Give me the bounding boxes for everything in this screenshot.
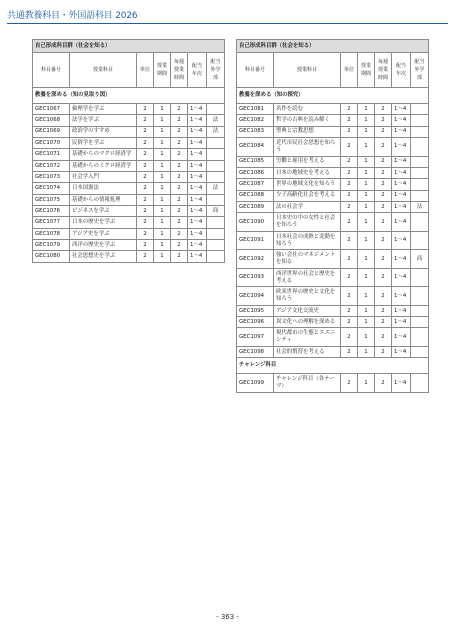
credits-cell: 2 bbox=[137, 194, 154, 205]
excluded-faculty-cell: 法 bbox=[207, 126, 225, 137]
year-cell: 1〜4 bbox=[392, 231, 411, 250]
credits-cell: 2 bbox=[341, 328, 358, 347]
course-code: GEC1092 bbox=[237, 250, 274, 269]
year-cell: 1〜4 bbox=[188, 138, 207, 149]
table-row bbox=[33, 149, 225, 160]
course-code: GEC1075 bbox=[33, 194, 70, 205]
year-cell: 1〜4 bbox=[392, 201, 411, 212]
course-code: GEC1078 bbox=[33, 228, 70, 239]
page-header bbox=[7, 6, 448, 32]
term-cell: 1 bbox=[358, 231, 375, 250]
hours-cell: 2 bbox=[375, 287, 392, 306]
excluded-faculty-cell: 法 bbox=[207, 183, 225, 194]
course-code: GEC1076 bbox=[33, 206, 70, 217]
course-code: GEC1085 bbox=[237, 156, 274, 167]
course-code: GEC1083 bbox=[237, 126, 274, 137]
table-row bbox=[237, 317, 429, 328]
excluded-faculty-cell bbox=[207, 240, 225, 251]
year-cell: 1〜4 bbox=[188, 104, 207, 115]
credits-cell: 2 bbox=[341, 374, 358, 393]
term-cell: 1 bbox=[358, 346, 375, 357]
header-rule bbox=[7, 23, 448, 24]
column-header: 単位 bbox=[137, 53, 154, 88]
year-cell: 1〜4 bbox=[188, 126, 207, 137]
table-row bbox=[237, 287, 429, 306]
course-name: 社会学入門 bbox=[70, 172, 137, 183]
table-row bbox=[237, 231, 429, 250]
course-code: GEC1090 bbox=[237, 213, 274, 232]
course-code: GEC1068 bbox=[33, 115, 70, 126]
excluded-faculty-cell bbox=[411, 374, 429, 393]
term-cell: 1 bbox=[154, 104, 171, 115]
year-cell: 1〜4 bbox=[392, 287, 411, 306]
course-code: GEC1095 bbox=[237, 305, 274, 316]
course-code: GEC1080 bbox=[33, 251, 70, 262]
hours-cell: 2 bbox=[375, 115, 392, 126]
right-course-table bbox=[236, 39, 429, 393]
column-header: 配当外学部 bbox=[207, 53, 225, 88]
excluded-faculty-cell bbox=[411, 231, 429, 250]
year-cell: 1〜4 bbox=[392, 190, 411, 201]
term-cell: 1 bbox=[154, 194, 171, 205]
hours-cell: 2 bbox=[171, 172, 188, 183]
term-cell: 1 bbox=[358, 374, 375, 393]
term-cell: 1 bbox=[358, 328, 375, 347]
course-code: GEC1088 bbox=[237, 190, 274, 201]
course-name: 日本国憲法 bbox=[70, 183, 137, 194]
excluded-faculty-cell bbox=[411, 328, 429, 347]
table-row bbox=[33, 160, 225, 171]
excluded-faculty-cell bbox=[411, 104, 429, 115]
hours-cell: 2 bbox=[171, 251, 188, 262]
excluded-faculty-cell bbox=[411, 346, 429, 357]
course-code: GEC1091 bbox=[237, 231, 274, 250]
hours-cell: 2 bbox=[171, 149, 188, 160]
credits-cell: 2 bbox=[137, 183, 154, 194]
year-cell: 1〜4 bbox=[392, 374, 411, 393]
section-row bbox=[237, 358, 429, 374]
course-name: 聖典と宗教思想 bbox=[274, 126, 341, 137]
hours-cell: 2 bbox=[375, 201, 392, 212]
year-cell: 1〜4 bbox=[392, 346, 411, 357]
course-name: 倫理学を学ぶ bbox=[70, 104, 137, 115]
course-name: 労働と雇用を考える bbox=[274, 156, 341, 167]
course-name: 政治学のすすめ bbox=[70, 126, 137, 137]
table-row bbox=[33, 194, 225, 205]
group-title: 自己形成科目群（社会を知る） bbox=[237, 40, 429, 53]
table-row bbox=[237, 190, 429, 201]
excluded-faculty-cell bbox=[411, 317, 429, 328]
table-row bbox=[237, 201, 429, 212]
course-code: GEC1077 bbox=[33, 217, 70, 228]
course-name: 民俗学を学ぶ bbox=[70, 138, 137, 149]
table-row bbox=[237, 104, 429, 115]
hours-cell: 2 bbox=[375, 328, 392, 347]
excluded-faculty-cell bbox=[411, 213, 429, 232]
course-code: GEC1084 bbox=[237, 138, 274, 157]
term-cell: 1 bbox=[358, 305, 375, 316]
course-name: ビジネスを学ぶ bbox=[70, 206, 137, 217]
credits-cell: 2 bbox=[137, 206, 154, 217]
hours-cell: 2 bbox=[375, 374, 392, 393]
column-header: 毎週授業時間 bbox=[375, 53, 392, 88]
excluded-faculty-cell bbox=[411, 179, 429, 190]
excluded-faculty-cell bbox=[411, 268, 429, 287]
credits-cell: 2 bbox=[137, 228, 154, 239]
course-name: 日本史の中の女性と社会を知ろう bbox=[274, 213, 341, 232]
hours-cell: 2 bbox=[375, 156, 392, 167]
table-row bbox=[237, 213, 429, 232]
year-cell: 1〜4 bbox=[188, 115, 207, 126]
course-name: 基礎からのミクロ経済学 bbox=[70, 160, 137, 171]
course-code: GEC1086 bbox=[237, 167, 274, 178]
table-row bbox=[33, 217, 225, 228]
credits-cell: 2 bbox=[341, 104, 358, 115]
excluded-faculty-cell bbox=[411, 287, 429, 306]
table-row bbox=[237, 268, 429, 287]
term-cell: 1 bbox=[358, 156, 375, 167]
column-header: 科目番号 bbox=[237, 53, 274, 88]
hours-cell: 2 bbox=[375, 179, 392, 190]
year-cell: 1〜4 bbox=[188, 160, 207, 171]
year-cell: 1〜4 bbox=[392, 328, 411, 347]
course-code: GEC1073 bbox=[33, 172, 70, 183]
table-row bbox=[237, 167, 429, 178]
course-name: 西洋の歴史を学ぶ bbox=[70, 240, 137, 251]
excluded-faculty-cell bbox=[207, 172, 225, 183]
term-cell: 1 bbox=[154, 228, 171, 239]
column-header: 科目番号 bbox=[33, 53, 70, 88]
course-code: GEC1079 bbox=[33, 240, 70, 251]
course-name: 強い会社のマネジメントを知る bbox=[274, 250, 341, 269]
table-row bbox=[33, 251, 225, 262]
hours-cell: 2 bbox=[375, 250, 392, 269]
excluded-faculty-cell bbox=[411, 190, 429, 201]
course-code: GEC1087 bbox=[237, 179, 274, 190]
section-title: 教養を深める（知の見取り図） bbox=[33, 88, 225, 104]
credits-cell: 2 bbox=[341, 115, 358, 126]
term-cell: 1 bbox=[358, 115, 375, 126]
course-code: GEC1069 bbox=[33, 126, 70, 137]
credits-cell: 2 bbox=[341, 346, 358, 357]
term-cell: 1 bbox=[358, 201, 375, 212]
term-cell: 1 bbox=[358, 126, 375, 137]
hours-cell: 2 bbox=[171, 206, 188, 217]
group-title: 自己形成科目群（社会を知る） bbox=[33, 40, 225, 53]
excluded-faculty-cell: 法 bbox=[411, 201, 429, 212]
hours-cell: 2 bbox=[375, 346, 392, 357]
credits-cell: 2 bbox=[341, 287, 358, 306]
hours-cell: 2 bbox=[375, 167, 392, 178]
excluded-faculty-cell bbox=[207, 217, 225, 228]
course-name: 欧米世界の歴史と文化を知ろう bbox=[274, 287, 341, 306]
credits-cell: 2 bbox=[341, 138, 358, 157]
column-header: 配当年次 bbox=[392, 53, 411, 88]
course-name: 名作を読む bbox=[274, 104, 341, 115]
term-cell: 1 bbox=[358, 179, 375, 190]
credits-cell: 2 bbox=[341, 156, 358, 167]
excluded-faculty-cell bbox=[207, 251, 225, 262]
column-header: 単位 bbox=[341, 53, 358, 88]
excluded-faculty-cell bbox=[207, 228, 225, 239]
excluded-faculty-cell bbox=[207, 194, 225, 205]
table-row bbox=[33, 126, 225, 137]
term-cell: 1 bbox=[358, 167, 375, 178]
term-cell: 1 bbox=[358, 287, 375, 306]
hours-cell: 2 bbox=[375, 317, 392, 328]
course-code: GEC1071 bbox=[33, 149, 70, 160]
hours-cell: 2 bbox=[171, 138, 188, 149]
course-name: チャレンジ科目（各テーマ） bbox=[274, 374, 341, 393]
year-cell: 1〜4 bbox=[392, 179, 411, 190]
excluded-faculty-cell bbox=[207, 149, 225, 160]
course-name: 法の社会学 bbox=[274, 201, 341, 212]
course-code: GEC1099 bbox=[237, 374, 274, 393]
course-code: GEC1070 bbox=[33, 138, 70, 149]
excluded-faculty-cell bbox=[411, 305, 429, 316]
year-cell: 1〜4 bbox=[188, 228, 207, 239]
course-name: 社会思想史を学ぶ bbox=[70, 251, 137, 262]
year-cell: 1〜4 bbox=[392, 156, 411, 167]
course-name: 日本の歴史を学ぶ bbox=[70, 217, 137, 228]
hours-cell: 2 bbox=[171, 217, 188, 228]
section-title: 教養を深める（知の探究） bbox=[237, 88, 429, 104]
page-number: - 363 - bbox=[216, 613, 239, 621]
excluded-faculty-cell bbox=[207, 138, 225, 149]
table-row bbox=[33, 104, 225, 115]
table-row bbox=[237, 328, 429, 347]
credits-cell: 2 bbox=[137, 172, 154, 183]
column-header: 配当年次 bbox=[188, 53, 207, 88]
course-name: 現代都市の生態とエスニシティ bbox=[274, 328, 341, 347]
page-title: 共通教養科目・外国語科目 2026 bbox=[7, 11, 138, 21]
course-code: GEC1089 bbox=[237, 201, 274, 212]
group-header-row bbox=[33, 40, 225, 53]
credits-cell: 2 bbox=[137, 149, 154, 160]
hours-cell: 2 bbox=[171, 183, 188, 194]
year-cell: 1〜4 bbox=[392, 126, 411, 137]
course-code: GEC1074 bbox=[33, 183, 70, 194]
course-name: 基礎からの情報処理 bbox=[70, 194, 137, 205]
year-cell: 1〜4 bbox=[392, 268, 411, 287]
course-code: GEC1082 bbox=[237, 115, 274, 126]
excluded-faculty-cell: 商 bbox=[411, 250, 429, 269]
credits-cell: 2 bbox=[137, 126, 154, 137]
excluded-faculty-cell bbox=[411, 115, 429, 126]
credits-cell: 2 bbox=[341, 268, 358, 287]
year-cell: 1〜4 bbox=[188, 251, 207, 262]
column-header: 配当外学部 bbox=[411, 53, 429, 88]
column-header: 毎週授業時間 bbox=[171, 53, 188, 88]
course-code: GEC1097 bbox=[237, 328, 274, 347]
hours-cell: 2 bbox=[171, 194, 188, 205]
section-row bbox=[237, 88, 429, 104]
term-cell: 1 bbox=[154, 149, 171, 160]
table-row bbox=[33, 172, 225, 183]
year-cell: 1〜4 bbox=[188, 206, 207, 217]
table-row bbox=[237, 346, 429, 357]
table-row bbox=[33, 115, 225, 126]
course-code: GEC1081 bbox=[237, 104, 274, 115]
term-cell: 1 bbox=[358, 104, 375, 115]
credits-cell: 2 bbox=[341, 231, 358, 250]
course-code: GEC1072 bbox=[33, 160, 70, 171]
table-row bbox=[237, 156, 429, 167]
credits-cell: 2 bbox=[341, 250, 358, 269]
course-name: 日本社会の成熟と変動を知ろう bbox=[274, 231, 341, 250]
term-cell: 1 bbox=[154, 183, 171, 194]
table-row bbox=[237, 250, 429, 269]
course-name: 日本の地域史を考える bbox=[274, 167, 341, 178]
term-cell: 1 bbox=[358, 317, 375, 328]
credits-cell: 2 bbox=[341, 190, 358, 201]
table-row bbox=[33, 183, 225, 194]
term-cell: 1 bbox=[358, 213, 375, 232]
year-cell: 1〜4 bbox=[392, 317, 411, 328]
hours-cell: 2 bbox=[171, 240, 188, 251]
year-cell: 1〜4 bbox=[188, 172, 207, 183]
table-row bbox=[237, 115, 429, 126]
hours-cell: 2 bbox=[375, 231, 392, 250]
course-name: 異文化への理解を深める bbox=[274, 317, 341, 328]
term-cell: 1 bbox=[154, 251, 171, 262]
term-cell: 1 bbox=[154, 138, 171, 149]
excluded-faculty-cell: 法 bbox=[207, 115, 225, 126]
course-name: アジア史を学ぶ bbox=[70, 228, 137, 239]
column-header: 授業期間 bbox=[154, 53, 171, 88]
term-cell: 1 bbox=[154, 240, 171, 251]
year-cell: 1〜4 bbox=[188, 240, 207, 251]
term-cell: 1 bbox=[358, 138, 375, 157]
table-row bbox=[33, 206, 225, 217]
year-cell: 1〜4 bbox=[392, 104, 411, 115]
hours-cell: 2 bbox=[375, 126, 392, 137]
hours-cell: 2 bbox=[375, 104, 392, 115]
credits-cell: 2 bbox=[341, 201, 358, 212]
year-cell: 1〜4 bbox=[188, 183, 207, 194]
excluded-faculty-cell bbox=[411, 126, 429, 137]
term-cell: 1 bbox=[358, 250, 375, 269]
hours-cell: 2 bbox=[375, 213, 392, 232]
column-header-row bbox=[237, 53, 429, 88]
course-code: GEC1093 bbox=[237, 268, 274, 287]
hours-cell: 2 bbox=[171, 228, 188, 239]
course-name: 世界の地域文化を知ろう bbox=[274, 179, 341, 190]
course-name: 社会的慣習を考える bbox=[274, 346, 341, 357]
hours-cell: 2 bbox=[375, 268, 392, 287]
year-cell: 1〜4 bbox=[392, 167, 411, 178]
course-name: 近代市民社会思想を知ろう bbox=[274, 138, 341, 157]
table-row bbox=[237, 138, 429, 157]
excluded-faculty-cell bbox=[207, 104, 225, 115]
hours-cell: 2 bbox=[375, 305, 392, 316]
section-title: チャレンジ科目 bbox=[237, 358, 429, 374]
credits-cell: 2 bbox=[341, 317, 358, 328]
left-course-table bbox=[32, 39, 225, 263]
column-header: 授業科目 bbox=[70, 53, 137, 88]
hours-cell: 2 bbox=[375, 138, 392, 157]
year-cell: 1〜4 bbox=[188, 149, 207, 160]
group-header-row bbox=[237, 40, 429, 53]
table-row bbox=[237, 126, 429, 137]
column-header: 授業科目 bbox=[274, 53, 341, 88]
term-cell: 1 bbox=[154, 115, 171, 126]
term-cell: 1 bbox=[358, 190, 375, 201]
year-cell: 1〜4 bbox=[392, 115, 411, 126]
course-code: GEC1098 bbox=[237, 346, 274, 357]
course-code: GEC1096 bbox=[237, 317, 274, 328]
year-cell: 1〜4 bbox=[188, 217, 207, 228]
course-name: 少子高齢化社会を考える bbox=[274, 190, 341, 201]
column-header: 授業期間 bbox=[358, 53, 375, 88]
table-row bbox=[237, 179, 429, 190]
section-row bbox=[33, 88, 225, 104]
course-code: GEC1094 bbox=[237, 287, 274, 306]
credits-cell: 2 bbox=[137, 115, 154, 126]
excluded-faculty-cell bbox=[411, 156, 429, 167]
credits-cell: 2 bbox=[137, 217, 154, 228]
term-cell: 1 bbox=[154, 172, 171, 183]
excluded-faculty-cell bbox=[207, 160, 225, 171]
hours-cell: 2 bbox=[171, 160, 188, 171]
year-cell: 1〜4 bbox=[392, 250, 411, 269]
term-cell: 1 bbox=[154, 206, 171, 217]
course-name: 哲学の古典を読み解く bbox=[274, 115, 341, 126]
term-cell: 1 bbox=[154, 126, 171, 137]
credits-cell: 2 bbox=[137, 138, 154, 149]
table-row bbox=[33, 228, 225, 239]
hours-cell: 2 bbox=[171, 104, 188, 115]
excluded-faculty-cell: 商 bbox=[207, 206, 225, 217]
table-row bbox=[33, 240, 225, 251]
credits-cell: 2 bbox=[341, 179, 358, 190]
credits-cell: 2 bbox=[341, 213, 358, 232]
course-name: アジア文化交流史 bbox=[274, 305, 341, 316]
hours-cell: 2 bbox=[171, 126, 188, 137]
credits-cell: 2 bbox=[137, 251, 154, 262]
year-cell: 1〜4 bbox=[392, 305, 411, 316]
course-name: 法学を学ぶ bbox=[70, 115, 137, 126]
course-code: GEC1067 bbox=[33, 104, 70, 115]
course-name: 基礎からのマクロ経済学 bbox=[70, 149, 137, 160]
year-cell: 1〜4 bbox=[392, 213, 411, 232]
credits-cell: 2 bbox=[137, 160, 154, 171]
credits-cell: 2 bbox=[137, 240, 154, 251]
year-cell: 1〜4 bbox=[188, 194, 207, 205]
credits-cell: 2 bbox=[341, 305, 358, 316]
course-name: 西洋世界の社会と歴史を考える bbox=[274, 268, 341, 287]
credits-cell: 2 bbox=[341, 167, 358, 178]
hours-cell: 2 bbox=[375, 190, 392, 201]
excluded-faculty-cell bbox=[411, 138, 429, 157]
term-cell: 1 bbox=[154, 217, 171, 228]
excluded-faculty-cell bbox=[411, 167, 429, 178]
credits-cell: 2 bbox=[137, 104, 154, 115]
hours-cell: 2 bbox=[171, 115, 188, 126]
table-row bbox=[33, 138, 225, 149]
table-row bbox=[237, 374, 429, 393]
term-cell: 1 bbox=[358, 268, 375, 287]
table-row bbox=[237, 305, 429, 316]
year-cell: 1〜4 bbox=[392, 138, 411, 157]
term-cell: 1 bbox=[154, 160, 171, 171]
column-header-row bbox=[33, 53, 225, 88]
credits-cell: 2 bbox=[341, 126, 358, 137]
